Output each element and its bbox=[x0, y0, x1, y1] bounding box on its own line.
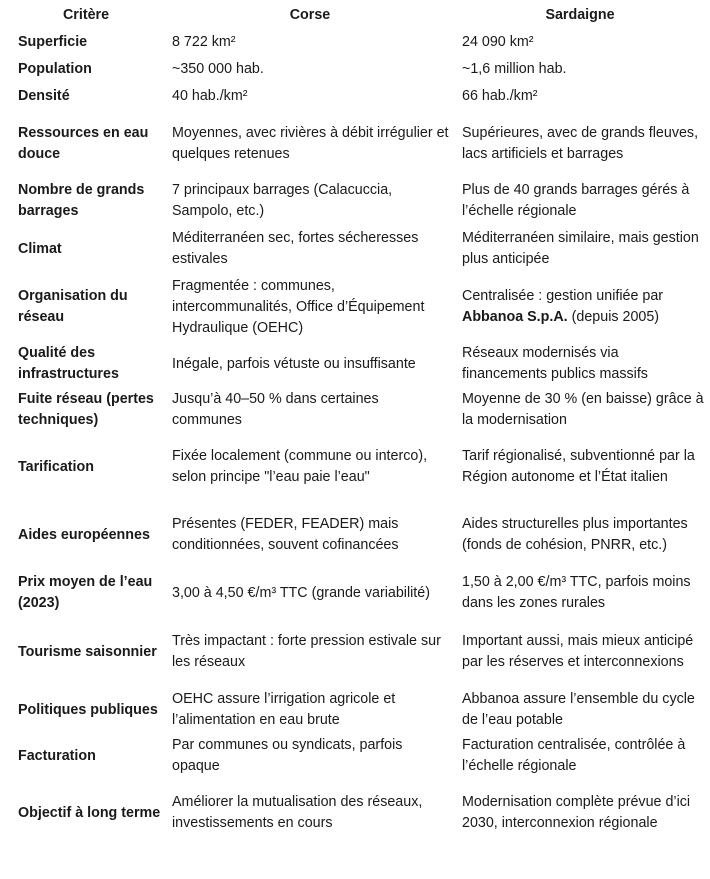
sardaigne-cell: Abbanoa assure l’ensemble du cycle de l’eau potable bbox=[462, 691, 695, 728]
sardaigne-cell: Tarif régionalisé, subventionné par la Région autonome et l’État italien bbox=[462, 448, 695, 485]
table-row-climat bbox=[6, 225, 706, 273]
sardaigne-cell bbox=[454, 273, 706, 341]
criterion-cell: Tourisme saisonnier bbox=[18, 643, 157, 660]
corse-cell: Jusqu’à 40–50 % dans certaines communes bbox=[172, 391, 379, 428]
table-row-objectif bbox=[6, 779, 706, 847]
table-row-tourisme bbox=[6, 617, 706, 687]
criterion-cell: Climat bbox=[18, 240, 62, 257]
table-row-population bbox=[6, 56, 706, 83]
corse-cell: Méditerranéen sec, fortes sécheresses estivales bbox=[172, 230, 419, 267]
criterion-cell: Densité bbox=[18, 88, 70, 104]
sardaigne-cell: Aides structurelles plus importantes (fonds de cohésion, PNRR, etc.) bbox=[462, 516, 688, 553]
table-row-ressources bbox=[6, 110, 706, 177]
criterion-cell: Population bbox=[18, 61, 92, 77]
criterion-cell: Fuite réseau (pertes techniques) bbox=[18, 391, 154, 428]
table-row-barrages bbox=[6, 177, 706, 225]
sardaigne-cell: Méditerranéen similaire, mais gestion plus anticipée bbox=[462, 230, 699, 267]
corse-cell: Moyennes, avec rivières à débit irrégulier et quelques retenues bbox=[172, 124, 449, 162]
header-row bbox=[6, 2, 706, 28]
sardaigne-cell: Plus de 40 grands barrages gérés à l’échelle régionale bbox=[462, 182, 690, 219]
criterion-cell: Nombre de grands barrages bbox=[18, 182, 145, 219]
table-row-qualite bbox=[6, 341, 706, 387]
corse-cell: 3,00 à 4,50 €/m³ TTC (grande variabilité) bbox=[172, 584, 430, 601]
sardaigne-cell: 1,50 à 2,00 €/m³ TTC, parfois moins dans les zones rurales bbox=[462, 574, 691, 611]
corse-cell: Très impactant : forte pression estivale sur les réseaux bbox=[172, 633, 441, 670]
criterion-cell: Ressources en eau douce bbox=[18, 124, 149, 162]
sardaigne-cell: Important aussi, mais mieux anticipé par les réserves et interconnexions bbox=[462, 633, 694, 670]
criterion-cell: Superficie bbox=[18, 33, 88, 50]
header-criterion: Critère bbox=[62, 6, 110, 23]
corse-cell: Améliorer la mutualisation des réseaux, investissements en cours bbox=[172, 794, 423, 831]
corse-cell: 40 hab./km² bbox=[172, 88, 248, 104]
sardaigne-cell: Supérieures, avec de grands fleuves, lacs artificiels et barrages bbox=[462, 124, 699, 162]
corse-cell: OEHC assure l’irrigation agricole et l’alimentation en eau brute bbox=[172, 691, 396, 728]
table-row-tarification bbox=[6, 433, 706, 501]
table-row-densite bbox=[6, 83, 706, 110]
sardaigne-cell: 66 hab./km² bbox=[462, 88, 538, 104]
abbanoa-name: Abbanoa S.p.A. bbox=[462, 309, 568, 325]
sardaigne-cell: Moyenne de 30 % (en baisse) grâce à la modernisation bbox=[462, 391, 704, 428]
corse-cell: Fragmentée : communes, intercommunalités, Office d’Équipement Hydraulique (OEHC) bbox=[172, 277, 425, 336]
sardaigne-cell: Réseaux modernisés via financements publics massifs bbox=[462, 345, 648, 382]
criterion-cell: Politiques publiques bbox=[18, 701, 158, 718]
sardaigne-cell: Modernisation complète prévue d’ici 2030, interconnexion régionale bbox=[462, 794, 691, 831]
table-row-prix bbox=[6, 569, 706, 617]
corse-cell: Par communes ou syndicats, parfois opaque bbox=[172, 737, 403, 774]
table-row-organisation bbox=[6, 273, 706, 341]
corse-cell: Fixée localement (commune ou interco), selon principe "l’eau paie l’eau" bbox=[172, 448, 428, 485]
table-row-aides bbox=[6, 501, 706, 569]
sardaigne-cell: 24 090 km² bbox=[462, 33, 534, 50]
corse-cell: ~350 000 hab. bbox=[172, 61, 264, 77]
criterion-cell: Tarification bbox=[18, 458, 94, 475]
table-body bbox=[6, 28, 706, 847]
table-row-politiques bbox=[6, 687, 706, 733]
criterion-cell: Aides européennes bbox=[18, 526, 150, 543]
sardaigne-text-post: (depuis 2005) bbox=[567, 309, 660, 325]
sardaigne-text-pre: Centralisée : gestion unifiée par bbox=[462, 288, 664, 304]
table-row-facturation bbox=[6, 733, 706, 779]
table-row-superficie bbox=[6, 28, 706, 56]
criterion-cell: Facturation bbox=[18, 747, 96, 764]
header-corse: Corse bbox=[289, 6, 331, 23]
comparison-table bbox=[6, 2, 706, 847]
criterion-cell: Qualité des infrastructures bbox=[18, 345, 119, 382]
criterion-cell: Prix moyen de l’eau (2023) bbox=[18, 574, 153, 611]
header-sardaigne: Sardaigne bbox=[545, 6, 615, 23]
corse-cell: 7 principaux barrages (Calacuccia, Sampolo, etc.) bbox=[172, 182, 393, 219]
table-header bbox=[6, 2, 706, 28]
sardaigne-cell: ~1,6 million hab. bbox=[462, 61, 567, 77]
corse-cell: Inégale, parfois vétuste ou insuffisante bbox=[172, 355, 416, 372]
criterion-cell: Organisation du réseau bbox=[18, 288, 128, 325]
table-row-fuite bbox=[6, 387, 706, 433]
criterion-cell: Objectif à long terme bbox=[18, 804, 161, 821]
corse-cell: 8 722 km² bbox=[172, 33, 236, 50]
corse-cell: Présentes (FEDER, FEADER) mais conditionnées, souvent cofinancées bbox=[172, 516, 399, 553]
sardaigne-cell: Facturation centralisée, contrôlée à l’échelle régionale bbox=[462, 737, 686, 774]
